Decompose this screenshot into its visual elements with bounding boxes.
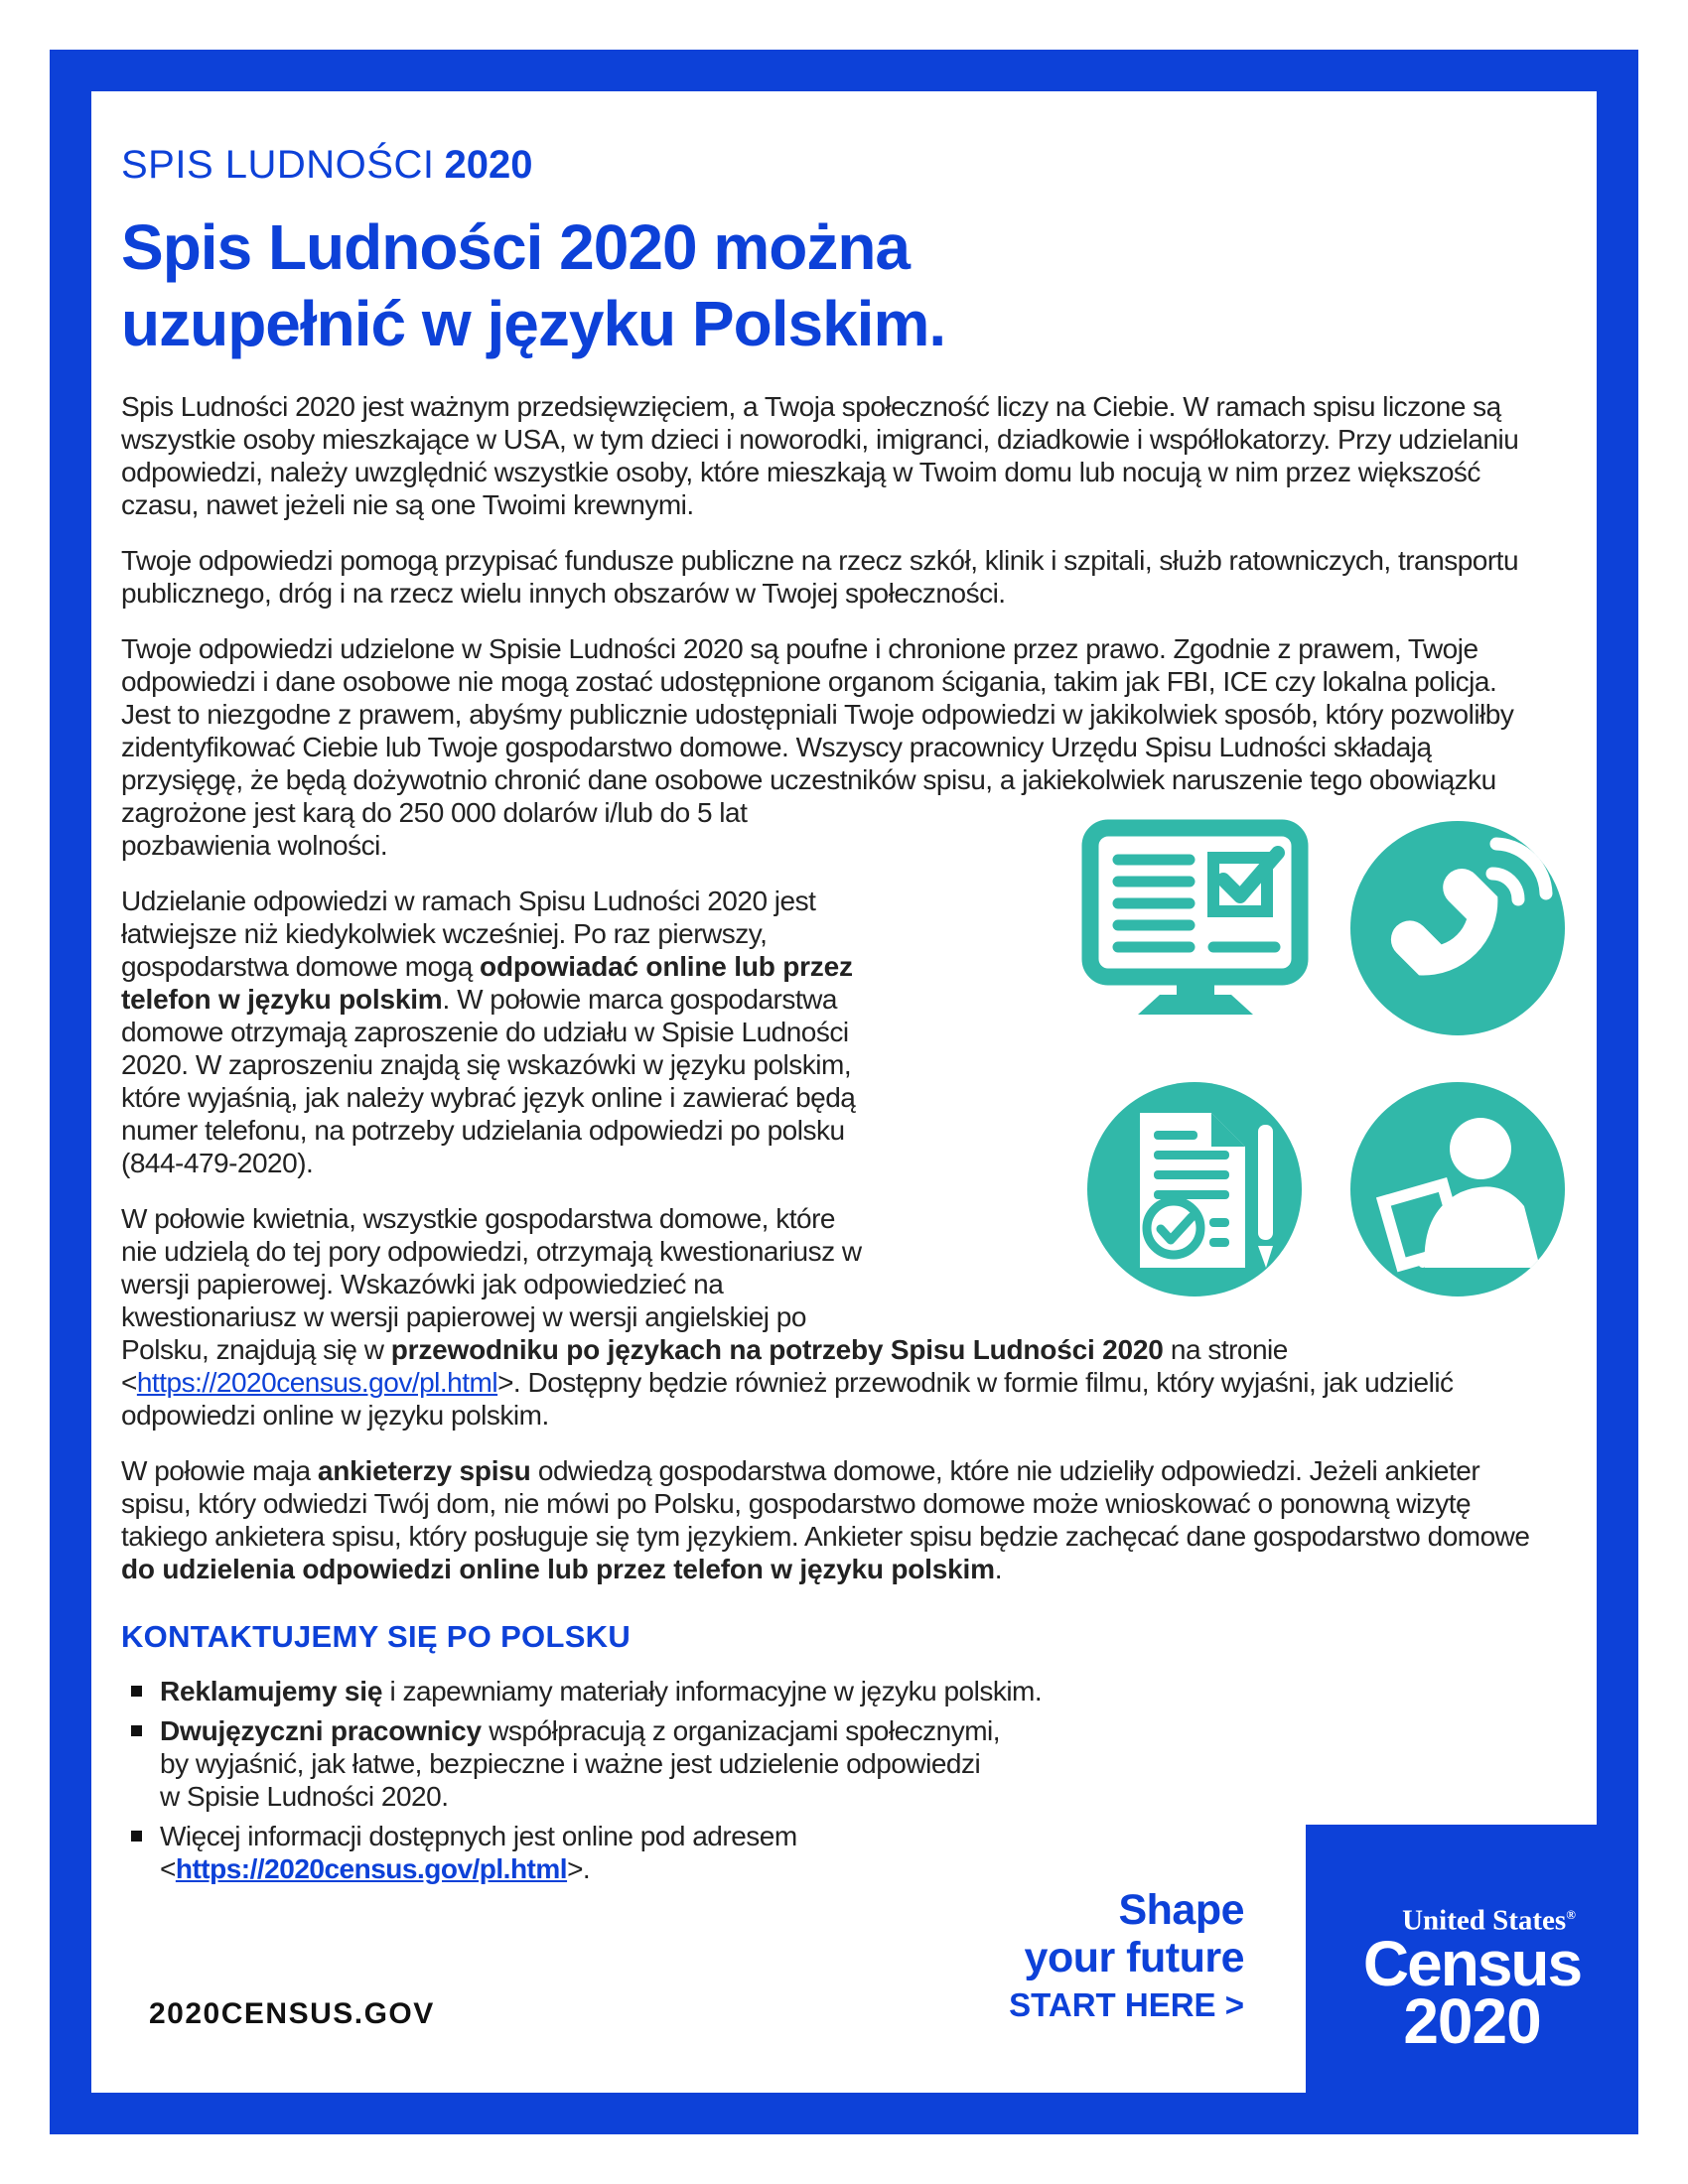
paragraph-text: Spis Ludności 2020 jest ważnym przedsięwzięciem, a Twoja społeczność liczy na Ciebie. W ramach spisu liczone są wszystkie osoby mieszkające w USA, w tym dzieci i noworodki, imigranci, dziadkowie i współlokatorzy. Przy udzielaniu odpowiedzi, należy uwzględnić wszystkie osoby, które mieszkają w Twoim domu lub nocują w nim przez większość czasu, nawet jeżeli nie są one Twoimi krewnymi. [121, 391, 1519, 520]
paragraph-text: na stronie < [121, 1334, 1288, 1398]
computer-online-form-icon [1078, 812, 1312, 1045]
paragraph-text: zagrożone jest karą do 250 000 dolarów i/lub do 5 lat pozbawienia wolności. [121, 797, 748, 861]
tagline-line-2: your future [1024, 1934, 1244, 1981]
paragraph-text: Twoje odpowiedzi udzielone w Spisie Ludności 2020 są poufne i chronione przez prawo. Zgodnie z prawem, Twoje odpowiedzi i dane osobowe nie mogą zostać udostępnione organom ścigania, takim jak FBI, ICE czy lokalna policja. Jest to niezgodne z prawem, abyśmy publicznie udostępniali Twoje odpowiedzi w jakikolwiek sposób, który pozwoliłby zidentyfikować Ciebie lub Twoje gospodarstwo domowe. Wszyscy pracownicy Urzędu Spisu Ludności składają przysięgę, że będą dożywotnio chronić dane osobowe uczestników spisu, a jakiekolwiek naruszenie tego obowiązku [121, 633, 1514, 795]
paragraph-text: . W połowie marca gospodarstwa domowe otrzymają zaproszenie do udziału w Spisie Ludności 2020. W zaproszeniu znajdą się wskazówki w języku polskim, które wyjaśnią, jak należy wybrać język online i zawierać będą numer telefonu, na potrzeby udzielania odpowiedzi po polsku (844-479-2020). [121, 984, 856, 1178]
paper-questionnaire-icon [1078, 1073, 1312, 1306]
logo-united-states: United States® [1402, 1904, 1576, 1937]
bold-text: ankieterzy spisu [317, 1455, 531, 1486]
paragraph-importance [121, 390, 1535, 521]
paragraph-funding [121, 544, 1535, 610]
response-methods-illustration [890, 796, 1535, 1306]
eyebrow-year: 2020 [444, 143, 533, 187]
bold-text: przewodniku po językach na potrzeby Spisu Ludności 2020 [390, 1334, 1164, 1365]
square-bullet-icon [131, 1725, 142, 1736]
start-here-cta[interactable]: START HERE > [1009, 1986, 1244, 2023]
eyebrow-text: SPIS LUDNOŚCI [121, 143, 435, 187]
square-bullet-icon [131, 1686, 142, 1697]
flyer-content [121, 0, 1535, 1892]
census-taker-icon [1341, 1073, 1575, 1306]
paragraph-text: W połowie maja [121, 1455, 318, 1486]
bold-text: Reklamujemy się [160, 1676, 383, 1706]
page-title [121, 209, 1535, 362]
bold-text: odpowiadać online lub przez telefon w języku polskim [121, 951, 853, 1015]
registered-mark: ® [1566, 1907, 1576, 1922]
census-2020-logo [1306, 1825, 1638, 2134]
eyebrow [121, 142, 1535, 188]
bullet-text: Dwujęzyczni pracownicy współpracują z organizacjami społecznymi, by wyjaśnić, jak łatwe, bezpieczne i ważne jest udzielenie odpowiedzi w Spisie Ludności 2020. [160, 1715, 1001, 1812]
paragraph-text: . [994, 1554, 1003, 1584]
census-pl-link[interactable]: https://2020census.gov/pl.html [175, 1853, 568, 1884]
bold-text: Dwujęzyczni pracownicy [160, 1715, 482, 1746]
icon-grid [1078, 812, 1575, 1306]
paragraph-text: Twoje odpowiedzi pomogą przypisać fundusze publiczne na rzecz szkół, klinik i szpitali, służb ratowniczych, transportu publicznego, dróg i na rzecz wielu innych obszarów w Twojej społeczności. [121, 545, 1519, 609]
census-pl-link[interactable]: https://2020census.gov/pl.html [136, 1367, 498, 1398]
paragraph-census-takers [121, 1454, 1535, 1585]
title-line-2: uzupełnić w języku Polskim. [121, 288, 946, 359]
paragraph-text: Udzielanie odpowiedzi w ramach Spisu Ludności 2020 jest łatwiejsze niż kiedykolwiek wcześniej. Po raz pierwszy, gospodarstwa domowe mogą [121, 886, 816, 982]
shape-your-future-tagline [1009, 1886, 1244, 2024]
bullet-text: Więcej informacji dostępnych jest online pod adresem <https://2020census.gov/pl.html>. [160, 1821, 797, 1884]
logo-year: 2020 [1403, 1984, 1541, 2057]
phone-icon [1341, 812, 1575, 1045]
paragraph-text: >. Dostępny będzie również przewodnik w formie filmu, który wyjaśni, jak udzielić odpowiedzi online w języku polskim. [121, 1367, 1454, 1431]
title-line-1: Spis Ludności 2020 można [121, 211, 910, 283]
logo-census: Census [1362, 1927, 1582, 1999]
section-heading-contact: KONTAKTUJEMY SIĘ PO POLSKU [121, 1619, 632, 1654]
list-item [121, 1714, 1535, 1813]
paragraph-confidentiality [121, 632, 1535, 862]
paragraph-text: W połowie kwietnia, wszystkie gospodarstwa domowe, które nie udzielą do tej pory odpowiedzi, otrzymają kwestionariusz w wersji papierowej. Wskazówki jak odpowiedzieć na kwestionariusz w wersji papierowej w wersji angielskiej po Polsku, znajdują się w [121, 1203, 862, 1365]
footer-website: 2020CENSUS.GOV [149, 1997, 435, 2030]
bullet-text: Reklamujemy się i zapewniamy materiały informacyjne w języku polskim. [160, 1676, 1043, 1706]
tagline-line-1: Shape [1118, 1886, 1244, 1934]
bold-text: do udzielenia odpowiedzi online lub przez telefon w języku polskim [121, 1554, 995, 1584]
square-bullet-icon [131, 1831, 142, 1842]
paragraph-text: odwiedzą gospodarstwa domowe, które nie udzieliły odpowiedzi. Jeżeli ankieter spisu, który odwiedzi Twój dom, nie mówi po Polsku, gospodarstwo domowe może wnioskować o ponowną wizytę takiego ankietera spisu, który posługuje się tym językiem. Ankieter spisu będzie zachęcać dane gospodarstwo domowe [121, 1455, 1530, 1552]
list-item [121, 1675, 1535, 1707]
